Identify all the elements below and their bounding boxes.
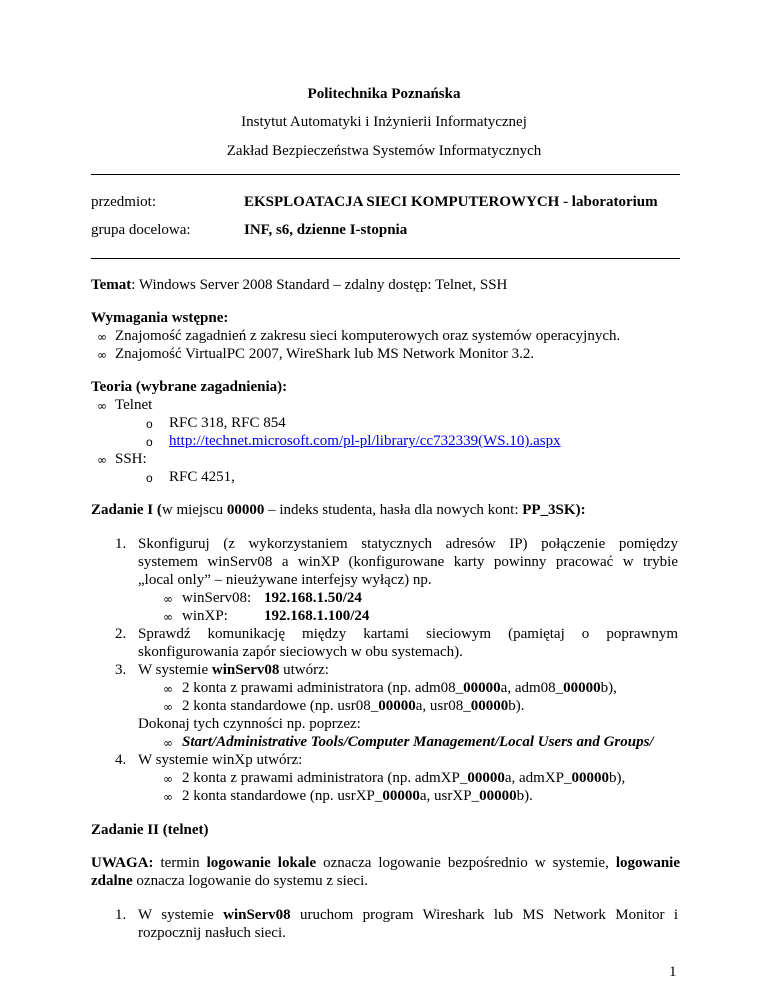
task1-step2-line: skonfigurowania zapór sieciowych w obu systemach). [138,644,463,660]
task1-step-number: 3. [115,662,127,678]
requirement-item: Znajomość VirtualPC 2007, WireShark lub MS Network Monitor 3.2. [115,346,535,362]
ip-value: 192.168.1.50/24 [264,590,362,606]
circle-bullet-icon: o [146,435,153,449]
task1-step-number: 1. [115,536,127,552]
ip-label: winXP: [182,608,228,624]
task1-step-number: 4. [115,752,127,768]
topic [91,277,507,294]
ip-label: winServ08: [182,590,252,606]
theory-telnet: Telnet [115,397,153,413]
theory-ssh: SSH: [115,451,147,467]
task2-heading: Zadanie II (telnet) [91,822,209,838]
telnet-rfc: RFC 318, RFC 854 [169,415,286,431]
topic-text: : Windows Server 2008 Standard – zdalny dostęp: Telnet, SSH [131,277,508,293]
account-item: 2 konta z prawami administratora (np. admXP_00000a, admXP_00000b), [182,770,626,786]
theory-heading: Teoria (wybrane zagadnienia): [91,379,288,395]
divider-top [91,174,680,175]
account-item: 2 konta z prawami administratora (np. adm08_00000a, adm08_00000b), [182,680,617,696]
requirements-heading: Wymagania wstępne: [91,310,229,326]
task2-note-line: zdalne oznacza logowanie do systemu z sieci. [91,873,369,889]
task1-step4-line: W systemie winXp utwórz: [138,752,303,768]
divider-bottom [91,258,680,259]
infinity-bullet-icon: ∞ [97,399,107,413]
circle-bullet-icon: o [146,471,153,485]
infinity-bullet-icon: ∞ [163,790,173,804]
ip-value: 192.168.1.100/24 [264,608,370,624]
ssh-rfc: RFC 4251, [169,469,235,485]
task2-note-line: UWAGA: termin logowanie lokale oznacza logowanie bezpośrednio w systemie, logowanie [91,855,680,871]
infinity-bullet-icon: ∞ [97,330,107,344]
account-item: 2 konta standardowe (np. usrXP_00000a, usrXP_00000b). [182,788,533,804]
infinity-bullet-icon: ∞ [163,610,173,624]
task1-step2-line: Sprawdź komunikację między kartami sieciowym (pamiętaj o poprawnym [138,626,678,642]
task1-step1-line: Skonfiguruj (z wykorzystaniem statycznych adresów IP) połączenie pomiędzy [138,536,678,552]
task2-step-number: 1. [115,907,127,923]
group-label: grupa docelowa: [91,222,191,238]
infinity-bullet-icon: ∞ [163,772,173,786]
institute-name: Instytut Automatyki i Inżynierii Informatycznej [241,114,527,130]
task1-heading: Zadanie I (w miejscu 00000 – indeks studenta, hasła dla nowych kont: PP_3SK): [91,502,586,518]
subject-value: EKSPLOATACJA SIECI KOMPUTEROWYCH - laboratorium [244,194,658,210]
task1-step1-line: „local only” – nieużywane interfejsy wyłącz) np. [138,572,432,588]
page-number: 1 [669,964,677,980]
subject-label: przedmiot: [91,194,156,210]
infinity-bullet-icon: ∞ [97,348,107,362]
task2-step1-line: rozpocznij nasłuch sieci. [138,925,286,941]
department-name: Zakład Bezpieczeństwa Systemów Informatycznych [226,143,542,159]
menu-path: Start/Administrative Tools/Computer Management/Local Users and Groups/ [182,734,654,750]
group-value: INF, s6, dzienne I-stopnia [244,222,408,238]
telnet-docs-link[interactable]: http://technet.microsoft.com/pl-pl/library/cc732339(WS.10).aspx [169,433,561,449]
circle-bullet-icon: o [146,417,153,431]
infinity-bullet-icon: ∞ [163,736,173,750]
infinity-bullet-icon: ∞ [97,453,107,467]
infinity-bullet-icon: ∞ [163,592,173,606]
topic-label: Temat [91,277,132,293]
task1-step3-line: W systemie winServ08 utwórz: [138,662,329,678]
task1-step1-line: systemem winServ08 a winXP (konfigurowane karty powinny pracować w trybie [138,554,678,570]
task1-step-number: 2. [115,626,127,642]
infinity-bullet-icon: ∞ [163,700,173,714]
infinity-bullet-icon: ∞ [163,682,173,696]
account-item: 2 konta standardowe (np. usr08_00000a, usr08_00000b). [182,698,525,714]
university-name: Politechnika Poznańska [307,86,461,102]
task2-step1-line: W systemie winServ08 uruchom program Wireshark lub MS Network Monitor i [138,907,678,923]
requirement-item: Znajomość zagadnień z zakresu sieci komputerowych oraz systemów operacyjnych. [115,328,621,344]
task1-step3-line: Dokonaj tych czynności np. poprzez: [138,716,361,732]
